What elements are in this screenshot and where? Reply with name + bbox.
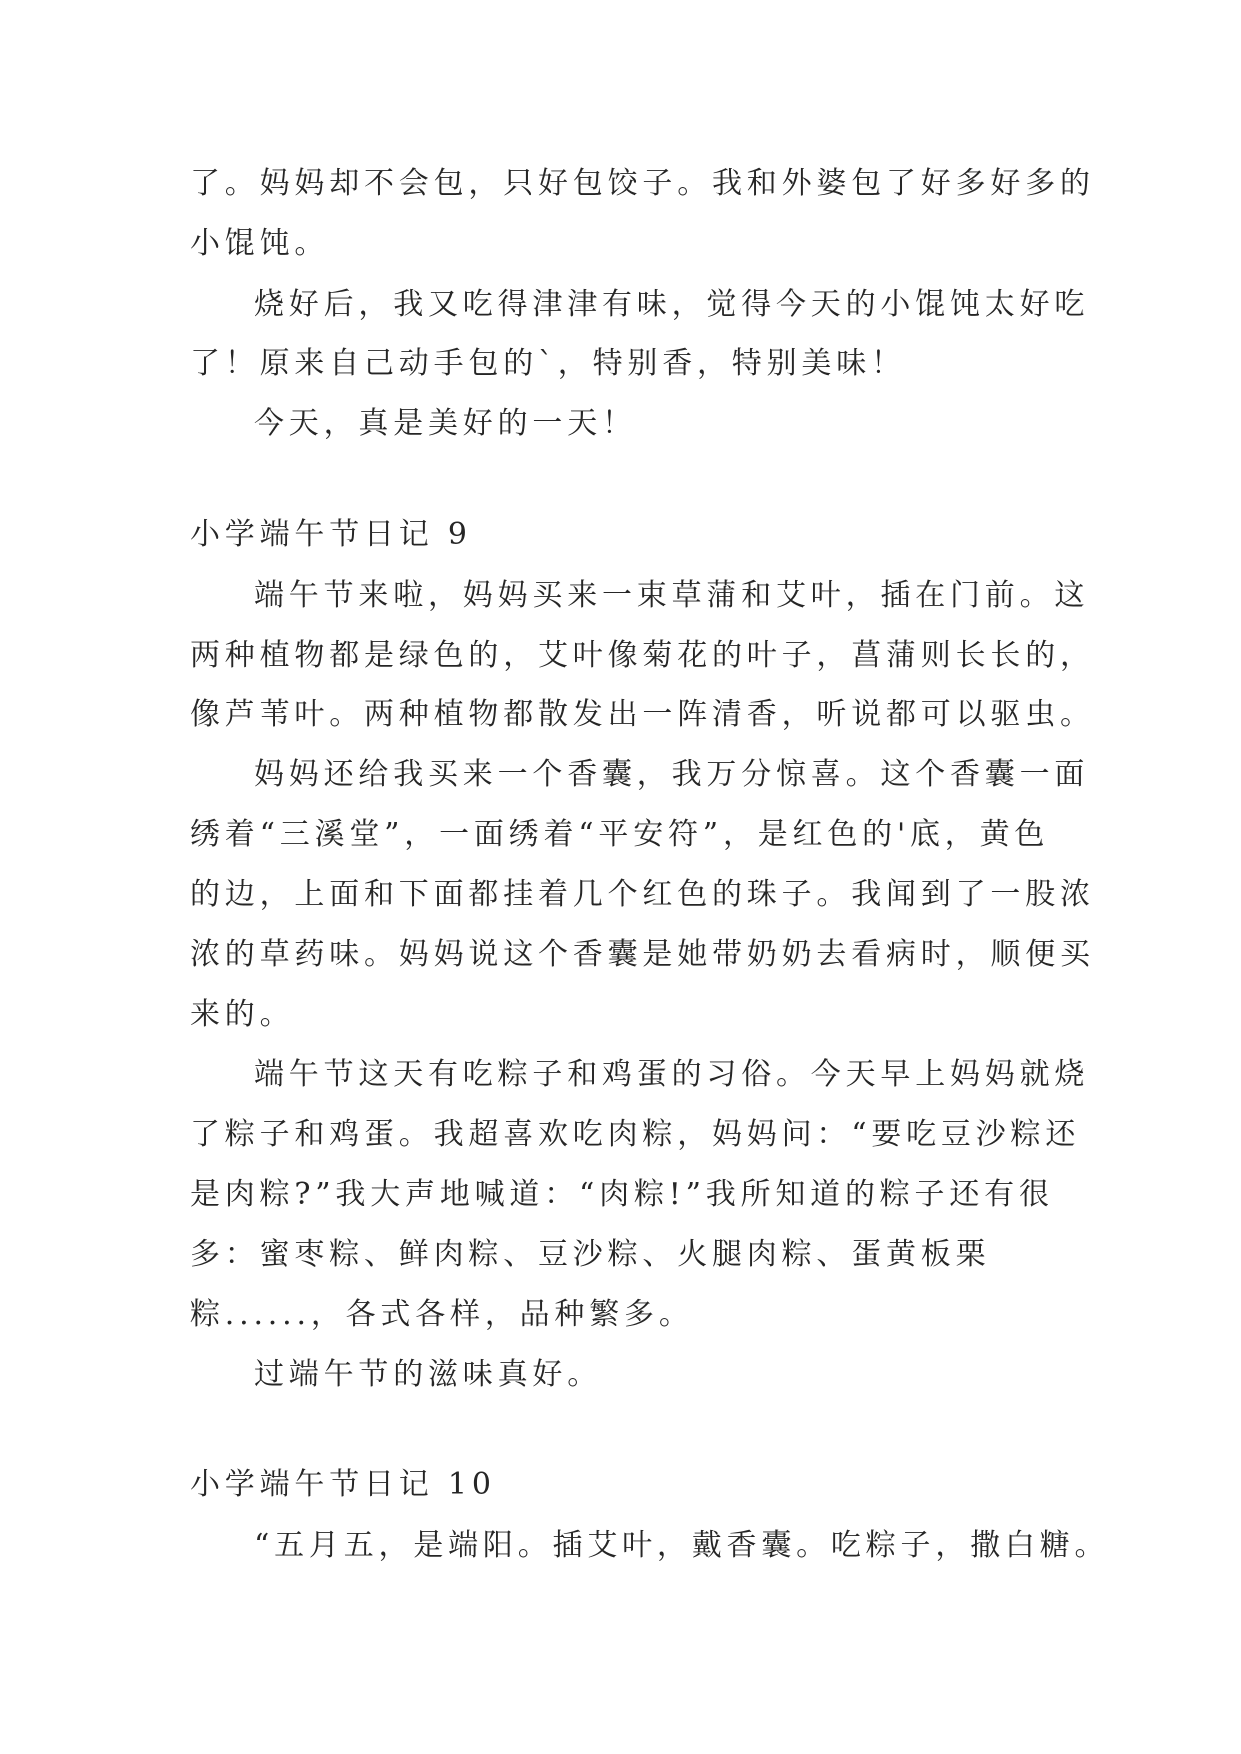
paragraph-line: 妈妈还给我买来一个香囊，我万分惊喜。这个香囊一面	[254, 757, 1090, 792]
paragraph-line: 是肉粽?”我大声地喊道：“肉粽!”我所知道的粽子还有很	[190, 1177, 1054, 1212]
paragraph-line: 端午节这天有吃粽子和鸡蛋的习俗。今天早上妈妈就烧	[254, 1057, 1090, 1092]
paragraph-line: 两种植物都是绿色的，艾叶像菊花的叶子，菖蒲则长长的，	[190, 638, 1095, 673]
paragraph-line: 像芦苇叶。两种植物都散发出一阵清香，听说都可以驱虫。	[190, 697, 1095, 732]
paragraph-line: 烧好后，我又吃得津津有味，觉得今天的小馄饨太好吃	[254, 287, 1090, 322]
paragraph-line: 的边，上面和下面都挂着几个红色的珠子。我闻到了一股浓	[190, 877, 1095, 912]
paragraph-line: 多：蜜枣粽、鲜肉粽、豆沙粽、火腿肉粽、蛋黄板栗	[190, 1237, 991, 1272]
paragraph-line: 了。妈妈却不会包，只好包饺子。我和外婆包了好多好多的	[190, 166, 1095, 201]
section-heading: 小学端午节日记 9	[190, 517, 472, 552]
paragraph-line: 了粽子和鸡蛋。我超喜欢吃肉粽，妈妈问：“要吃豆沙粽还	[190, 1117, 1081, 1152]
paragraph-line: “五月五，是端阳。插艾叶，戴香囊。吃粽子，撒白糖。	[254, 1528, 1110, 1563]
paragraph-line: 小馄饨。	[190, 226, 330, 261]
paragraph-line: 过端午节的滋味真好。	[254, 1357, 602, 1392]
paragraph-line: 端午节来啦，妈妈买来一束草蒲和艾叶，插在门前。这	[254, 578, 1090, 613]
paragraph-line: 粽......，各式各样，品种繁多。	[190, 1297, 694, 1332]
paragraph-line: 来的。	[190, 997, 295, 1032]
paragraph-line: 今天，真是美好的一天！	[254, 406, 637, 441]
paragraph-line: 绣着“三溪堂”，一面绣着“平安符”，是红色的'底，黄色	[190, 817, 1050, 852]
section-heading: 小学端午节日记 10	[190, 1467, 496, 1502]
paragraph-line: 浓的草药味。妈妈说这个香囊是她带奶奶去看病时，顺便买	[190, 937, 1095, 972]
paragraph-line: 了！原来自己动手包的`，特别香，特别美味！	[190, 346, 906, 381]
